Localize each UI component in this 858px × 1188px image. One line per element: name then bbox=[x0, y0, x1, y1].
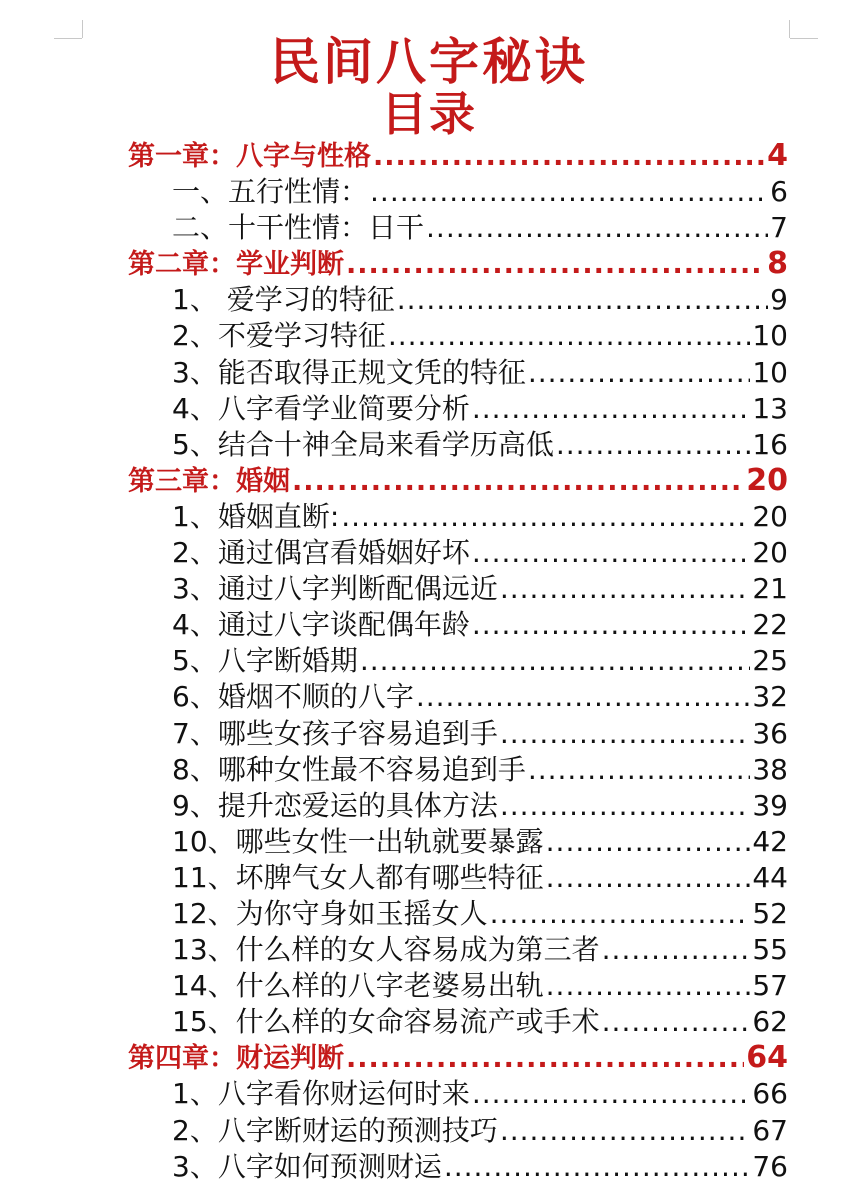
toc-chapter-entry[interactable] bbox=[128, 138, 788, 174]
toc-entry-label: 1、八字看你财运何时来 bbox=[172, 1077, 470, 1111]
toc-dot-leader bbox=[546, 860, 751, 896]
toc-dot-leader bbox=[397, 282, 768, 318]
toc-page-number: 66 bbox=[752, 1077, 788, 1111]
toc-page-number: 7 bbox=[770, 211, 788, 245]
toc-entry-label: 3、八字如何预测财运 bbox=[172, 1149, 442, 1183]
toc-page-number: 20 bbox=[752, 499, 788, 533]
toc-entry-label: 1、婚姻直断: bbox=[172, 499, 340, 533]
toc-section-entry[interactable] bbox=[128, 788, 788, 824]
toc-dot-leader bbox=[528, 752, 751, 788]
toc-page-number: 9 bbox=[770, 283, 788, 317]
toc-entry-label: 15、什么样的女命容易流产或手术 bbox=[172, 1005, 600, 1039]
toc-section-entry[interactable] bbox=[128, 1113, 788, 1149]
toc-entry-label: 一、五行性情： bbox=[172, 175, 369, 209]
toc-entry-label: 13、什么样的女人容易成为第三者 bbox=[172, 933, 600, 967]
document-title: 民间八字秘诀 bbox=[270, 33, 588, 91]
toc-entry-label: 第三章：婚姻 bbox=[128, 465, 290, 497]
toc-page-number: 8 bbox=[767, 246, 788, 282]
toc-page-number: 10 bbox=[752, 319, 788, 353]
toc-dot-leader bbox=[388, 318, 751, 354]
toc-entry-label: 2、不爱学习特征 bbox=[172, 319, 386, 353]
document-subtitle: 目录 bbox=[381, 87, 477, 141]
toc-section-entry[interactable] bbox=[128, 355, 788, 391]
toc-page-number: 44 bbox=[752, 860, 788, 894]
toc-dot-leader bbox=[602, 932, 751, 968]
toc-dot-leader bbox=[341, 499, 750, 535]
toc-section-entry[interactable] bbox=[128, 1076, 788, 1112]
toc-dot-leader bbox=[500, 716, 751, 752]
toc-entry-label: 12、为你守身如玉摇女人 bbox=[172, 896, 488, 930]
toc-section-entry[interactable] bbox=[128, 932, 788, 968]
toc-entry-label: 4、通过八字谈配偶年龄 bbox=[172, 608, 470, 642]
toc-section-entry[interactable] bbox=[128, 571, 788, 607]
toc-section-entry[interactable] bbox=[128, 1004, 788, 1040]
toc-section-entry[interactable] bbox=[128, 752, 788, 788]
toc-section-entry[interactable] bbox=[128, 391, 788, 427]
toc-entry-label: 5、八字断婚期 bbox=[172, 644, 358, 678]
toc-section-entry[interactable] bbox=[128, 1149, 788, 1185]
toc-section-entry[interactable] bbox=[128, 968, 788, 1004]
toc-chapter-entry[interactable] bbox=[128, 246, 788, 282]
toc-dot-leader bbox=[373, 139, 765, 175]
toc-entry-label: 第一章：八字与性格 bbox=[128, 141, 371, 172]
toc-section-entry[interactable] bbox=[128, 643, 788, 679]
toc-section-entry[interactable] bbox=[128, 499, 788, 535]
toc-dot-leader bbox=[490, 896, 751, 932]
toc-entry-label: 10、哪些女性一出轨就要暴露 bbox=[172, 824, 544, 858]
toc-dot-leader bbox=[602, 1004, 751, 1040]
toc-dot-leader bbox=[546, 824, 751, 860]
toc-dot-leader bbox=[528, 355, 751, 391]
toc-page-number: 38 bbox=[752, 752, 788, 786]
toc-dot-leader bbox=[426, 210, 768, 246]
toc-page-number: 16 bbox=[752, 427, 788, 461]
toc-section-entry[interactable] bbox=[128, 716, 788, 752]
toc-section-entry[interactable] bbox=[128, 174, 788, 210]
toc-dot-leader bbox=[472, 1076, 751, 1112]
toc-section-entry[interactable] bbox=[128, 679, 788, 715]
toc-section-entry[interactable] bbox=[128, 427, 788, 463]
toc-dot-leader bbox=[346, 1041, 744, 1077]
toc-page-number: 6 bbox=[770, 175, 788, 209]
toc-entry-label: 3、通过八字判断配偶远近 bbox=[172, 572, 498, 606]
toc-entry-label: 11、坏脾气女人都有哪些特征 bbox=[172, 860, 544, 894]
toc-page-number: 55 bbox=[752, 933, 788, 967]
toc-page-number: 22 bbox=[752, 608, 788, 642]
toc-page-number: 10 bbox=[752, 355, 788, 389]
toc-dot-leader bbox=[346, 247, 765, 283]
toc-page-number: 57 bbox=[752, 969, 788, 1003]
toc-page-number: 13 bbox=[752, 391, 788, 425]
toc-entry-label: 6、婚烟不顺的八字 bbox=[172, 680, 414, 714]
toc-section-entry[interactable] bbox=[128, 210, 788, 246]
toc-entry-label: 2、通过偶宫看婚姻好坏 bbox=[172, 536, 470, 570]
toc-page-number: 21 bbox=[752, 572, 788, 606]
toc-entry-label: 3、能否取得正规文凭的特征 bbox=[172, 355, 526, 389]
toc-dot-leader bbox=[360, 643, 751, 679]
toc-dot-leader bbox=[500, 1113, 751, 1149]
toc-section-entry[interactable] bbox=[128, 824, 788, 860]
toc-page-number: 25 bbox=[752, 644, 788, 678]
toc-page-number: 4 bbox=[767, 138, 788, 173]
toc-section-entry[interactable] bbox=[128, 607, 788, 643]
toc-dot-leader bbox=[556, 427, 751, 463]
toc-page-number: 42 bbox=[752, 824, 788, 858]
toc-entry-label: 7、哪些女孩子容易追到手 bbox=[172, 716, 498, 750]
toc-section-entry[interactable] bbox=[128, 318, 788, 354]
toc-dot-leader bbox=[292, 464, 744, 500]
toc-entry-label: 2、八字断财运的预测技巧 bbox=[172, 1113, 498, 1147]
toc-section-entry[interactable] bbox=[128, 860, 788, 896]
toc-page-number: 39 bbox=[752, 788, 788, 822]
toc-section-entry[interactable] bbox=[128, 535, 788, 571]
toc-entry-label: 二、十干性情：日干 bbox=[172, 211, 425, 245]
toc-dot-leader bbox=[416, 679, 751, 715]
toc-entry-label: 8、哪种女性最不容易追到手 bbox=[172, 752, 526, 786]
toc-page-number: 32 bbox=[752, 680, 788, 714]
toc-section-entry[interactable] bbox=[128, 282, 788, 318]
toc-entry-label: 1、 爱学习的特征 bbox=[172, 283, 395, 317]
toc-page-number: 62 bbox=[752, 1005, 788, 1039]
toc-entry-label: 5、结合十神全局来看学历高低 bbox=[172, 427, 554, 461]
toc-dot-leader bbox=[472, 607, 751, 643]
toc-dot-leader bbox=[500, 788, 751, 824]
toc-dot-leader bbox=[472, 391, 751, 427]
toc-dot-leader bbox=[546, 968, 751, 1004]
toc-section-entry[interactable] bbox=[128, 896, 788, 932]
toc-page-number: 52 bbox=[752, 896, 788, 930]
toc-entry-label: 9、提升恋爱运的具体方法 bbox=[172, 788, 498, 822]
toc-entry-label: 第四章：财运判断 bbox=[128, 1043, 344, 1075]
toc-dot-leader bbox=[444, 1149, 751, 1185]
table-of-contents bbox=[128, 138, 788, 1185]
toc-page-number: 20 bbox=[746, 462, 788, 498]
toc-chapter-entry[interactable] bbox=[128, 1040, 788, 1076]
toc-chapter-entry[interactable] bbox=[128, 463, 788, 499]
toc-page-number: 64 bbox=[746, 1040, 788, 1076]
toc-entry-label: 第二章：学业判断 bbox=[128, 249, 344, 281]
toc-entry-label: 14、什么样的八字老婆易出轨 bbox=[172, 969, 544, 1003]
toc-page-number: 36 bbox=[752, 716, 788, 750]
toc-page-number: 76 bbox=[752, 1149, 788, 1183]
toc-dot-leader bbox=[370, 174, 768, 210]
toc-entry-label: 4、八字看学业简要分析 bbox=[172, 391, 470, 425]
toc-dot-leader bbox=[500, 571, 751, 607]
toc-dot-leader bbox=[472, 535, 751, 571]
toc-page-number: 67 bbox=[752, 1113, 788, 1147]
toc-page-number: 20 bbox=[752, 536, 788, 570]
